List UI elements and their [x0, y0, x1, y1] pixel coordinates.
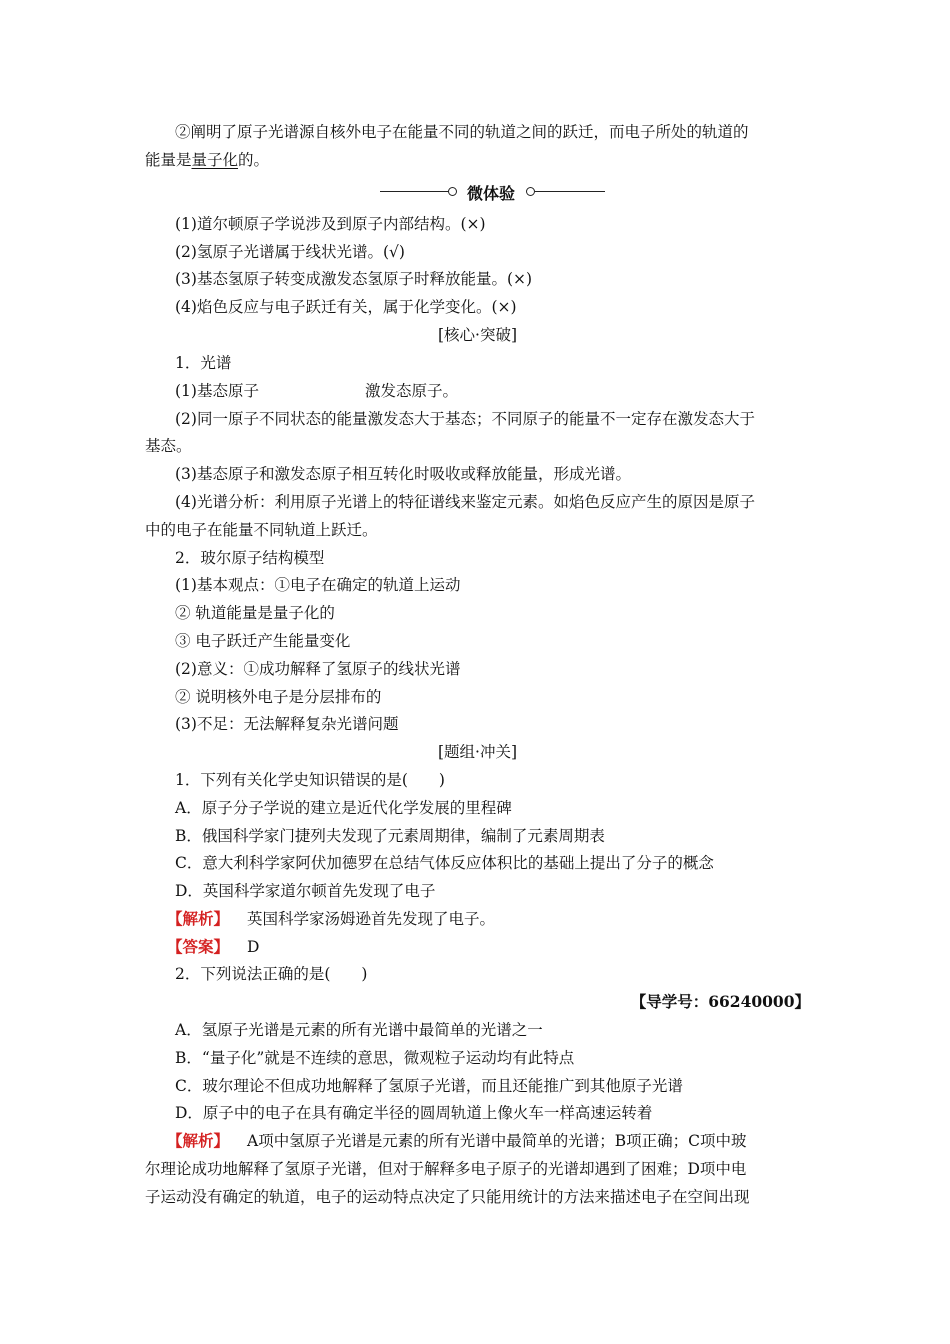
intro-text: 能量是	[145, 151, 192, 169]
analysis-label: 【解析】	[167, 909, 230, 928]
question-1-stem: 1．下列有关化学史知识错误的是( )	[175, 771, 445, 789]
core-point-1a: (1)基态原子	[175, 382, 259, 400]
analysis-text: A项中氢原子光谱是元素的所有光谱中最简单的光谱；B项正确；C项中玻	[247, 1132, 747, 1150]
model-point: (1)基本观点：①电子在确定的轨道上运动	[175, 576, 461, 594]
question-1-option: B．俄国科学家门捷列夫发现了元素周期律，编制了元素周期表	[175, 827, 605, 845]
question-2-analysis	[167, 1131, 832, 1151]
core-point-1b: 激发态原子。	[364, 382, 458, 400]
answer-text: D	[247, 938, 260, 956]
question-1-option: C．意大利科学家阿伏加德罗在总结气体反应体积比的基础上提出了分子的概念	[175, 854, 714, 872]
banner-title: 微体验	[466, 184, 515, 203]
question-2-option: D．原子中的电子在具有确定半径的圆周轨道上像火车一样高速运转着	[175, 1104, 653, 1122]
guide-number: 【导学号：66240000】	[630, 992, 810, 1011]
question-2-option: C．玻尔理论不但成功地解释了氢原子光谱，而且还能推广到其他原子光谱	[175, 1077, 683, 1095]
question-2-analysis-cont: 子运动没有确定的轨道，电子的运动特点决定了只能用统计的方法来描述电子在空间出现	[145, 1188, 750, 1206]
question-2-option: B．“量子化”就是不连续的意思，微观粒子运动均有此特点	[175, 1049, 575, 1067]
banner-right-dot	[526, 187, 535, 196]
model-point: ② 说明核外电子是分层排布的	[175, 688, 382, 706]
core-section-1: 1．光谱	[175, 354, 232, 372]
judgment-item: (2)氢原子光谱属于线状光谱。(√)	[175, 243, 405, 261]
banner-left-dot	[448, 187, 457, 196]
model-point: (3)不足：无法解释复杂光谱问题	[175, 715, 399, 733]
question-1-option: D．英国科学家道尔顿首先发现了电子	[175, 882, 436, 900]
question-1-answer	[167, 937, 832, 957]
model-point: ② 轨道能量是量子化的	[175, 604, 335, 622]
intro-text-end: 的。	[238, 151, 270, 169]
core-heading: [核心·突破]	[437, 326, 518, 344]
analysis-label: 【解析】	[167, 1131, 230, 1150]
underlined-term: 量子化	[191, 151, 239, 169]
question-1-option: A．原子分子学说的建立是近代化学发展的里程碑	[175, 799, 512, 817]
model-point: ③ 电子跃迁产生能量变化	[175, 632, 351, 650]
section-banner	[380, 180, 605, 204]
core-point-4: (4)光谱分析：利用原子光谱上的特征谱线来鉴定元素。如焰色反应产生的原因是原子	[175, 493, 755, 511]
judgment-item: (1)道尔顿原子学说涉及到原子内部结构。(×)	[175, 215, 486, 233]
banner-right-rule	[535, 191, 605, 192]
core-point-4-cont: 中的电子在能量不同轨道上跃迁。	[145, 521, 378, 539]
banner-left-rule	[380, 191, 450, 192]
question-2-analysis-cont: 尔理论成功地解释了氢原子光谱，但对于解释多电子原子的光谱却遇到了困难；D项中电	[145, 1160, 747, 1178]
core-point-2: (2)同一原子不同状态的能量激发态大于基态；不同原子的能量不一定存在激发态大于	[175, 410, 755, 428]
intro-line-2	[145, 150, 810, 170]
core-point-1	[175, 381, 840, 401]
question-2-option: A．氢原子光谱是元素的所有光谱中最简单的光谱之一	[175, 1021, 543, 1039]
question-1-analysis	[167, 909, 832, 929]
group-heading: [题组·冲关]	[437, 743, 518, 761]
judgment-item: (4)焰色反应与电子跃迁有关，属于化学变化。(×)	[175, 298, 517, 316]
answer-label: 【答案】	[167, 937, 230, 956]
core-section-2: 2．玻尔原子结构模型	[175, 549, 325, 567]
intro-line-1: ②阐明了原子光谱源自核外电子在能量不同的轨道之间的跃迁，而电子所处的轨道的	[175, 123, 749, 141]
judgment-item: (3)基态氢原子转变成激发态氢原子时释放能量。(×)	[175, 270, 533, 288]
core-point-2-cont: 基态。	[145, 437, 192, 455]
core-point-3: (3)基态原子和激发态原子相互转化时吸收或释放能量，形成光谱。	[175, 465, 631, 483]
analysis-text: 英国科学家汤姆逊首先发现了电子。	[247, 910, 496, 928]
question-2-stem: 2．下列说法正确的是( )	[175, 965, 368, 983]
model-point: (2)意义：①成功解释了氢原子的线状光谱	[175, 660, 461, 678]
